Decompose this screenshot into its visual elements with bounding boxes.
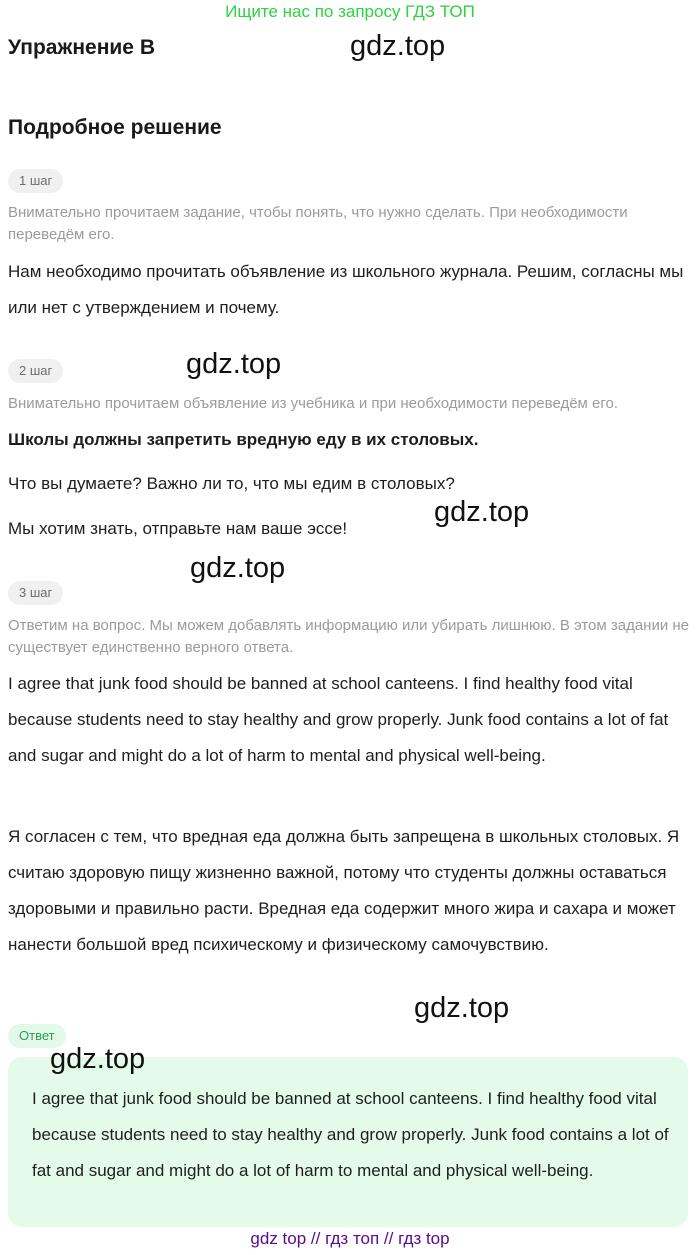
promo-banner[interactable]: Ищите нас по запросу ГДЗ ТОП [225, 2, 475, 21]
step-2-badge [8, 359, 63, 383]
step-1-text: Нам необходимо прочитать объявление из школьного журнала. Решим, согласны мы или нет с утверждением и почему. [8, 262, 684, 317]
footer-links[interactable]: gdz top // гдз топ // гдз top [250, 1229, 450, 1248]
watermark: gdz.top [350, 30, 446, 62]
answer-badge-label: Ответ [8, 1024, 66, 1048]
step-2-question: Что вы думаете? Важно ли то, что мы едим в столовых? [8, 474, 455, 493]
watermark: gdz.top [190, 552, 286, 584]
section-title: Подробное решение [8, 116, 222, 139]
step-2-request: Мы хотим знать, отправьте нам ваше эссе! [8, 519, 348, 538]
watermark: gdz.top [186, 348, 282, 380]
step-3-answer-russian: Я согласен с тем, что вредная еда должна быть запрещена в школьных столовых. Я считаю здоровую пищу жизненно важной, потому что студенты должны оставаться здоровыми и правильно расти. Вредная еда содержит много жира и сахара и может нанести большой вред психическому и физическому самочувствию. [8, 827, 680, 954]
watermark: gdz.top [434, 496, 530, 528]
page-title: Упражнение B [8, 36, 155, 59]
answer-text: I agree that junk food should be banned at school canteens. I find healthy food vital because students need to stay healthy and grow properly. Junk food contains a lot of fat and sugar and might do a lot of harm to mental and physical well-being. [32, 1089, 669, 1180]
watermark: gdz.top [50, 1043, 146, 1075]
step-3-hint: Ответим на вопрос. Мы можем добавлять информацию или убирать лишнюю. В этом задании не существует единственно верного ответа. [8, 617, 690, 656]
step-badge-label: 1 шаг [8, 169, 63, 193]
step-badge-label: 2 шаг [8, 359, 63, 383]
watermark: gdz.top [414, 992, 510, 1024]
step-badge-label: 3 шаг [8, 581, 63, 605]
step-2-announcement-title: Школы должны запретить вредную еду в их столовых. [8, 430, 479, 449]
step-1-hint: Внимательно прочитаем задание, чтобы понять, что нужно сделать. При необходимости переведём его. [8, 204, 628, 243]
step-2-hint: Внимательно прочитаем объявление из учебника и при необходимости переведём его. [8, 395, 619, 412]
step-3-badge [8, 581, 63, 605]
step-1-badge [8, 169, 63, 193]
step-3-answer-english: I agree that junk food should be banned at school canteens. I find healthy food vital because students need to stay healthy and grow properly. Junk food contains a lot of fat and sugar and might do a lot of harm to mental and physical well-being. [8, 674, 669, 765]
